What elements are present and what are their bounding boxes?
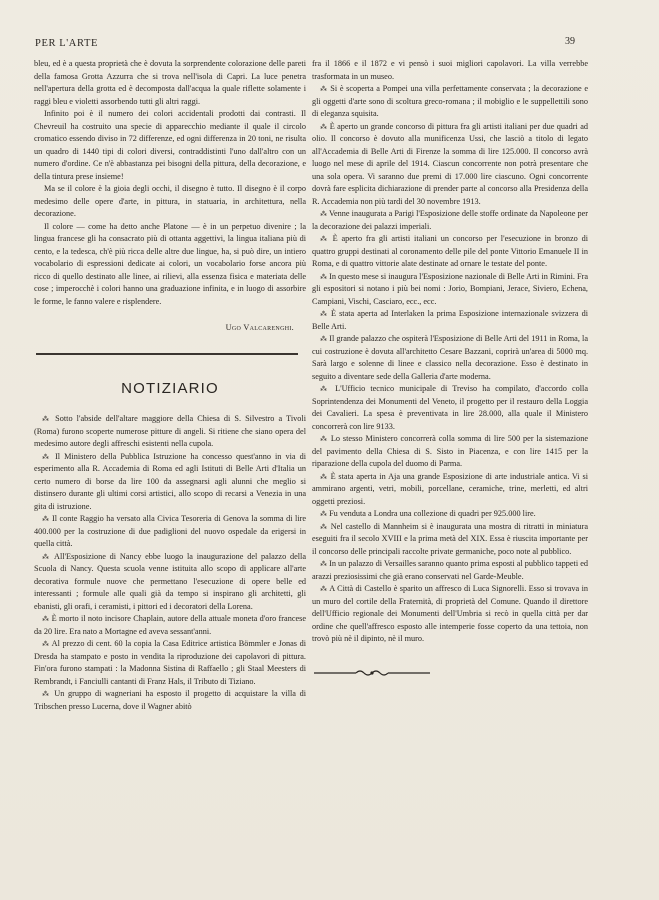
article-signature: Ugo Valcarenghi. — [225, 323, 294, 332]
news-item: ⁂ Il Ministero della Pubblica Istruzione ha concesso quest'anno in via di esperimento alla R. Accademia di Roma ed agli Istituti di Belle Arti d'Italia un certo numero di borse da lire 100 da assegnarsi agli alunni che meglio si distinsero durante gli ultimi corsi artistici, allo scopo di recarsi a Venezia in una gita di istruzione. — [34, 451, 307, 511]
section-title: NOTIZIARIO — [121, 379, 219, 397]
news-item: ⁂ In questo mese si inaugura l'Esposizione nazionale di Belle Arti in Rimini. Fra gli espositori si notano i più bei nomi : Jorio, Bompiani, Jerace, Siviero, Echena, Campiani, Vischi, Casciaro, ecc., ecc. — [312, 271, 589, 306]
asterism-marker: ⁂ — [42, 690, 51, 698]
asterism-marker: ⁂ — [320, 235, 329, 243]
news-item: ⁂ È aperto un grande concorso di pittura fra gli artisti italiani per due quadri ad olio. Il concorso è dovuto alla munificenza Ussi, che lasciò a titolo di legato all'Accademia di Belle Arti di Firenze la somma di lire 125.000. Il concorso avrà luogo nel mese di aprile del 1914. Ciascun concorrente non potrà presentare che una sola opera. Vi saranno due premi di 17.000 lire ciascuno. Ogni concorrente dovrà fare esplicita dichiarazione di prender parte al concorso alla Presidenza della R. Accademia non più tardi del 30 novembre 1913. — [312, 121, 589, 206]
asterism-marker: ⁂ — [320, 85, 328, 93]
asterism-marker: ⁂ — [320, 335, 328, 343]
page-number: 39 — [565, 36, 575, 47]
asterism-marker: ⁂ — [320, 210, 328, 218]
news-item: ⁂ L'Ufficio tecnico municipale di Treviso ha compilato, d'accordo colla Soprintendenza dei Monumenti del Veneto, il progetto per il restauro della Loggia dei Cavalieri. La spesa è preventivata in lire 28.000, alla quale il Ministero concorrerà con lire 9133. — [312, 384, 588, 431]
news-item: ⁂ Il conte Raggio ha versato alla Civica Tesoreria di Genova la somma di lire 400.000 per la costruzione di due padiglioni del nuovo ospedale da erigersi in quella città. — [34, 514, 307, 548]
section-divider — [36, 353, 298, 355]
right-column — [312, 58, 588, 682]
news-item: ⁂ A Città di Castello è sparito un affresco di Luca Signorelli. Esso si trovava in un muro del cortile della Fraternità, di proprietà del Comune. Quando il direttore dell'Ufficio regionale dei Monumenti dell'Umbria si recò in quella città per dar ordine che quell'affresco esposto alle intemperie fosse coperto da una tettoia, non trovò più nè il dipinto, nè il muro. — [312, 584, 589, 643]
news-item: ⁂ È aperto fra gli artisti italiani un concorso per l'esecuzione in bronzo di quattro gruppi destinati al coronamento delle pile del ponte Vittorio Emanuele II in Roma, e di quattro vittorie alate destinate ad ornare le testate del ponte. — [312, 234, 588, 268]
asterism-marker: ⁂ — [320, 272, 328, 281]
news-item: ⁂ Il grande palazzo che ospiterà l'Esposizione di Belle Arti del 1911 in Roma, la cui costruzione è dovuta all'architetto Cesare Bazzani, coprirà un'area di 5000 mq. Sarà largo e solenne di linee e classico nella decorazione. Esso è destinato in seguito a diventare sede della Galleria d'arte moderna. — [312, 334, 588, 381]
asterism-marker: ⁂ — [320, 522, 328, 531]
article-paragraph: bleu, ed è a questa proprietà che è dovuta la sorprendente colorazione delle pareti della famosa Grotta Azzurra che si trova nell'isola di Capri. La luce penetra nell'apertura della grotta ed è decomposta dall'acqua la quale riflette solamente i raggi bleu e violetti assorbendo tutti gli altri raggi. — [34, 59, 306, 106]
asterism-marker: ⁂ — [320, 560, 328, 568]
asterism-marker: ⁂ — [320, 585, 328, 593]
news-item: ⁂ Si è scoperta a Pompei una villa perfettamente conservata ; la decorazione e gli oggetti d'arte sono di scoltura greco-romana ; il mobiglio e le suppellettili sono di eleganza squisita. — [312, 84, 589, 118]
asterism-marker: ⁂ — [42, 640, 50, 648]
asterism-marker: ⁂ — [42, 452, 51, 461]
news-item-continued: fra il 1866 e il 1872 e vi pensò i suoi migliori capolavori. La villa verrebbe trasformata in un museo. — [312, 59, 588, 81]
news-item: ⁂ Lo stesso Ministero concorrerà colla somma di lire 500 per la sistemazione del pavimento della Chiesa di S. Sisto in Piacenza, e con lire 1415 per la riparazione della cupola del duomo di Parma. — [312, 434, 589, 468]
news-item: ⁂ È stata aperta ad Interlaken la prima Esposizione internazionale svizzera di Belle Arti. — [312, 309, 589, 331]
asterism-marker: ⁂ — [42, 615, 50, 623]
left-column — [34, 58, 306, 713]
news-item: ⁂ Venne inaugurata a Parigi l'Esposizione delle stoffe ordinate da Napoleone per la decorazione dei palazzi imperiali. — [312, 209, 589, 231]
running-head: PER L'ARTE — [35, 38, 98, 49]
asterism-marker: ⁂ — [320, 435, 328, 443]
news-item: ⁂ Un gruppo di wagneriani ha esposto il progetto di acquistare la villa di Tribschen presso Lucerna, dove il Wagner abitò — [34, 689, 307, 711]
news-item: ⁂ Fu venduta a Londra una collezione di quadri per 925.000 lire. — [320, 509, 536, 518]
news-item: ⁂ All'Esposizione di Nancy ebbe luogo la inaugurazione del palazzo della Scuola di Nancy. Questa scuola venne istituita allo scopo di applicare all'arte decorativa formule nuove che permettano l'esecuzione di opere belle ed interessanti ; formule alle quali già da tempo si inspirano gli architetti, gli ebanisti, gli orafi, i ceramisti, i pittori ed i decoratori della Lorena. — [34, 551, 307, 611]
asterism-marker: ⁂ — [320, 510, 327, 518]
asterism-marker: ⁂ — [42, 415, 52, 423]
article-paragraph: Il colore — come ha detto anche Platone — è in un perpetuo divenire ; la lingua francese gli ha consacrato più di ottanta aggettivi, la lingua italiana più di cento, e la tedesca, ch'è più ricca delle altre due lingue, ha, si può dire, un intiero vocabolario di espressioni dedicate ai colori, un vocabolario forse ancora più ricco di quello destinato alle linee, ai rilievi, alla essenza fisica e materiata delle cose ; imperocchè i colori hanno una graduazione infinita, e in luogo di assorbire le forme, le fanno valere e risplendere. — [34, 221, 306, 306]
ornament-divider — [312, 668, 432, 678]
asterism-marker: ⁂ — [320, 310, 328, 318]
asterism-marker: ⁂ — [320, 385, 330, 393]
asterism-marker: ⁂ — [42, 515, 50, 523]
article-paragraph: Infinito poi è il numero dei colori accidentali prodotti dai contrasti. Il Chevreuil ha costruito una specie di apparecchio mediante il quale il circolo cromatico essendo diviso in 72 differenze, ed ogni differenza in 20 toni, ne risulta un quadro di 1440 tipi di colori diversi, contraddistinti l'uno dall'altro con un numero d'ordine. Ce n'è abbastanza pei bisogni della pittura, della decorazione, e della tintura prese insieme! — [34, 109, 306, 181]
news-item: ⁂ Nel castello di Mannheim si è inaugurata una mostra di ritratti in miniatura eseguiti fra il secolo XVIII e la prima metà del XIX. Essa è riuscita importante per il concorso delle principali raccolte private germaniche, poco note al pubblico. — [312, 521, 589, 556]
news-item: ⁂ Al prezzo di cent. 60 la copia la Casa Editrice artistica Bömmler e Jonas di Dresda ha stampato e posto in vendita la riproduzione dei capolavori di pittura. Fin'ora furono stampati : la Madonna Sistina di Raffaello ; gli Staal Meesters di Rembrandt, i Fanciulli cantanti di Franz Hals, il Tributo di Tiziano. — [34, 639, 307, 686]
news-item: ⁂ In un palazzo di Versailles saranno quanto prima esposti al pubblico tappeti ed arazzi preziosissimi che già erano conservati nel Garde-Meuble. — [312, 559, 588, 581]
news-item: ⁂ Sotto l'abside dell'altare maggiore della Chiesa di S. Silvestro a Tivoli (Roma) furono scoperte numerose pitture di angeli. Si ritiene che siano opera del medesimo autore degli affreschi esistenti nella cupola. — [34, 414, 307, 448]
article-paragraph: Ma se il colore è la gioia degli occhi, il disegno è tutto. Il disegno è il corpo medesimo delle opere d'arte, in pittura, in statuaria, in architettura, nella decorazione. — [34, 184, 306, 218]
asterism-marker: ⁂ — [320, 472, 328, 481]
asterism-marker: ⁂ — [320, 122, 328, 131]
news-item: ⁂ È stata aperta in Aja una grande Esposizione di arte industriale antica. Vi si ammirano argenti, vetri, mobili, porcellane, ceramiche, trine, merletti, ed altri oggetti preziosi. — [312, 471, 588, 506]
news-item: ⁂ È morto il noto incisore Chaplain, autore della attuale moneta d'oro francese da 20 lire. Era nato a Mortagne ed aveva sessant'anni. — [34, 614, 307, 636]
asterism-marker: ⁂ — [42, 552, 51, 561]
